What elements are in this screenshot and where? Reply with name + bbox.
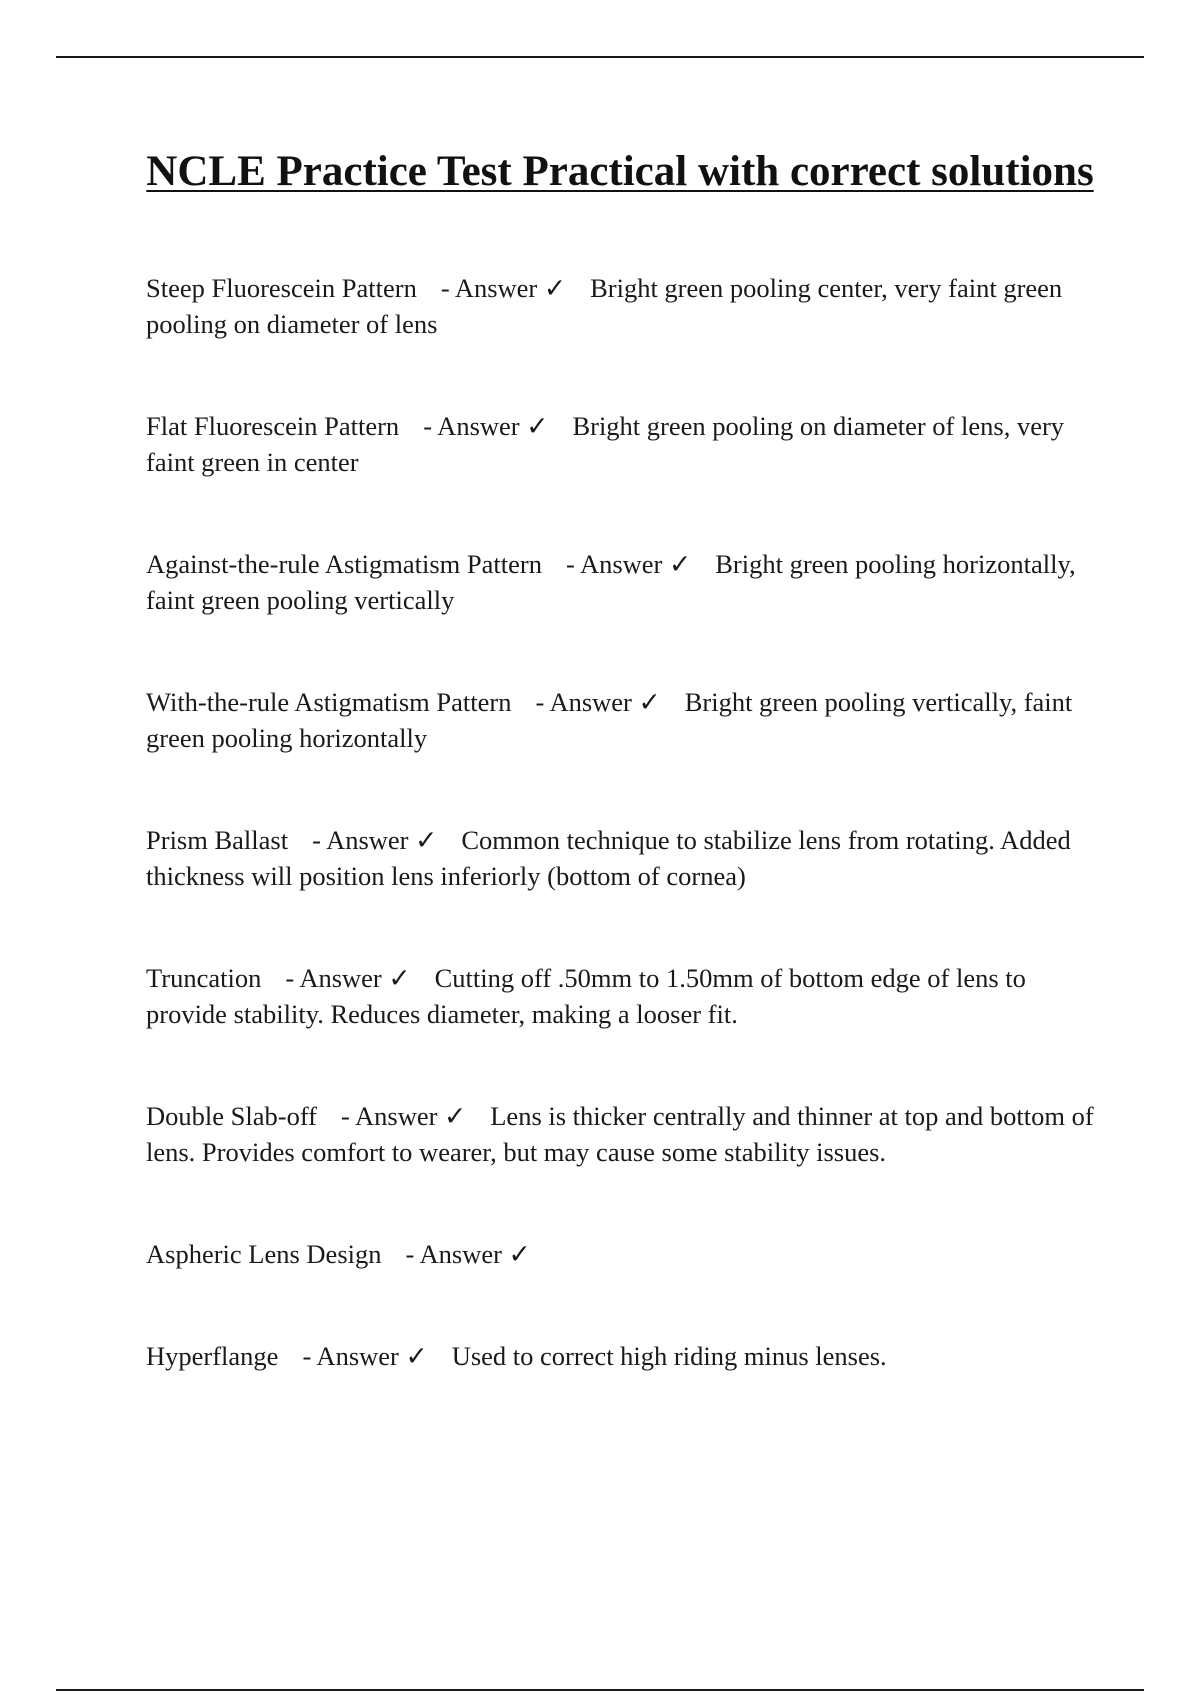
- top-rule: [56, 56, 1144, 58]
- answer-label: - Answer ✓: [440, 273, 567, 303]
- qa-answer: Common technique to stabilize lens from rotating. Added thickness will position lens inferiorly (bottom of cornea): [146, 825, 1071, 891]
- qa-term: Prism Ballast: [146, 825, 289, 855]
- qa-term: With-the-rule Astigmatism Pattern: [146, 687, 512, 717]
- qa-answer: Lens is thicker centrally and thinner at top and bottom of lens. Provides comfort to wearer, but may cause some stability issues.: [146, 1101, 1094, 1167]
- qa-item: [146, 270, 1096, 342]
- qa-item: [146, 1338, 1096, 1374]
- qa-answer: Bright green pooling center, very faint green pooling on diameter of lens: [146, 273, 1063, 339]
- qa-answer: Bright green pooling horizontally, faint green pooling vertically: [146, 549, 1076, 615]
- qa-term: Against-the-rule Astigmatism Pattern: [146, 549, 542, 579]
- answer-label: - Answer ✓: [302, 1341, 428, 1371]
- answer-label: - Answer ✓: [341, 1101, 467, 1131]
- qa-term: Truncation: [146, 963, 262, 993]
- qa-item: [146, 822, 1096, 894]
- page-title: NCLE Practice Test Practical with correct solutions: [146, 148, 1094, 195]
- qa-term: Flat Fluorescein Pattern: [146, 411, 400, 441]
- bottom-rule: [56, 1689, 1144, 1691]
- qa-term: Aspheric Lens Design: [146, 1239, 382, 1269]
- qa-answer: Bright green pooling vertically, faint green pooling horizontally: [146, 687, 1073, 753]
- answer-label: - Answer ✓: [535, 687, 661, 717]
- qa-item: [146, 1236, 1096, 1272]
- qa-item: [146, 408, 1096, 480]
- qa-answer: Cutting off .50mm to 1.50mm of bottom edge of lens to provide stability. Reduces diameter, making a looser fit.: [146, 963, 1026, 1029]
- answer-label: - Answer ✓: [405, 1239, 531, 1269]
- answer-label: - Answer ✓: [565, 549, 692, 579]
- answer-label: - Answer ✓: [423, 411, 549, 441]
- qa-term: Double Slab-off: [146, 1101, 317, 1131]
- qa-item: [146, 684, 1096, 756]
- qa-item: [146, 546, 1096, 618]
- qa-answer: Used to correct high riding minus lenses.: [451, 1341, 887, 1371]
- qa-term: Steep Fluorescein Pattern: [146, 273, 417, 303]
- qa-item: [146, 960, 1096, 1032]
- answer-label: - Answer ✓: [312, 825, 438, 855]
- qa-list: [146, 270, 1096, 1440]
- qa-item: [146, 1098, 1096, 1170]
- qa-term: Hyperflange: [146, 1341, 279, 1371]
- answer-label: - Answer ✓: [285, 963, 411, 993]
- qa-answer: Bright green pooling on diameter of lens, very faint green in center: [146, 411, 1065, 477]
